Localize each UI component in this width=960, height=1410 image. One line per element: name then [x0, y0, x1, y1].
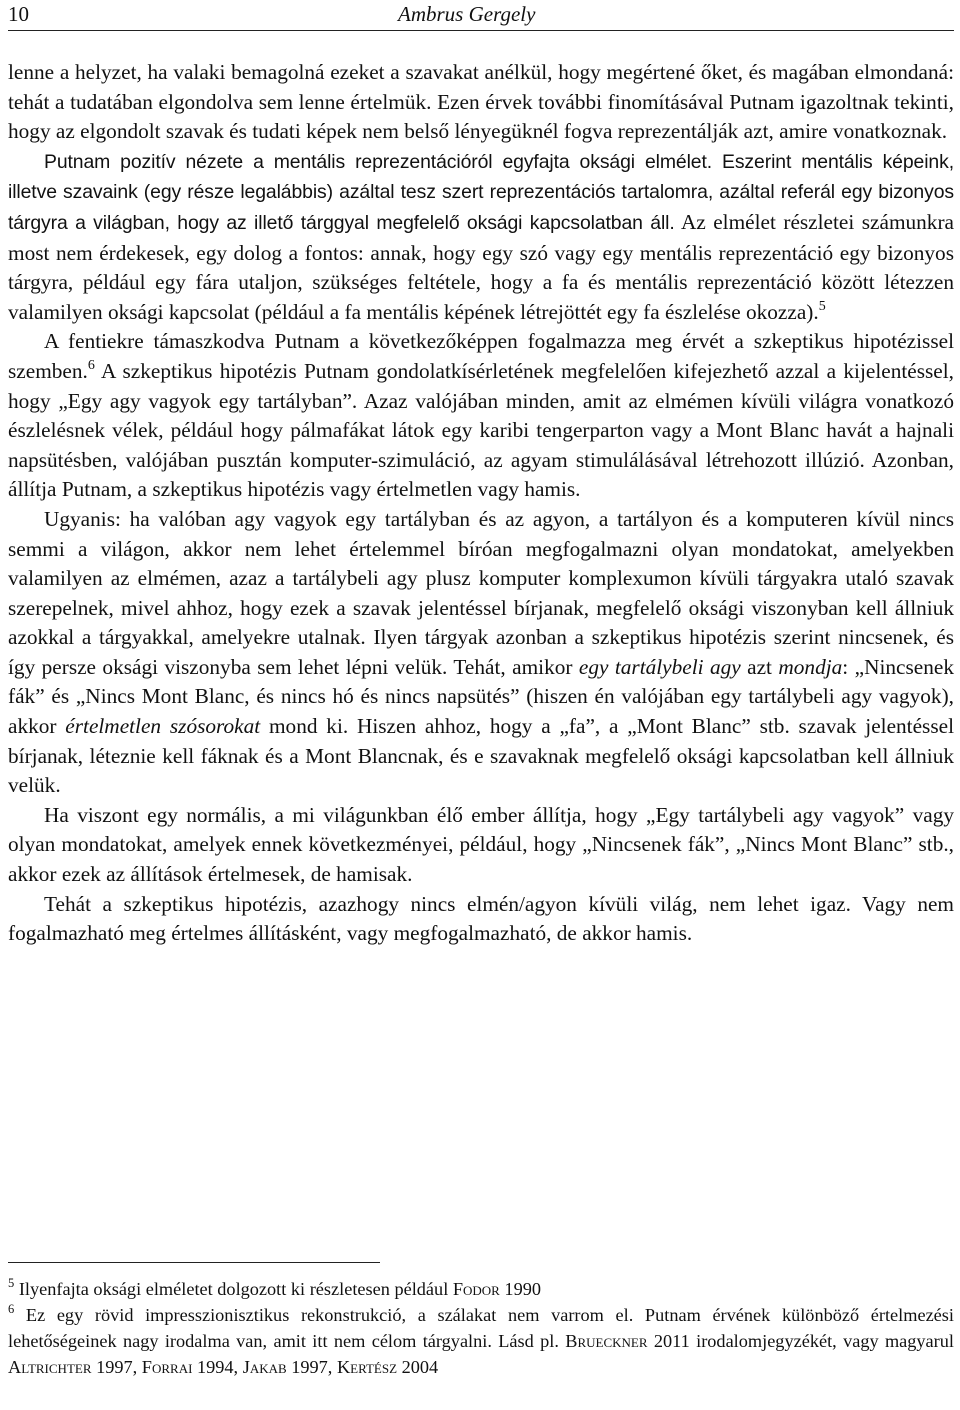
paragraph-3-text-a: A fentiekre támaszkodva Putnam a következőképpen fogalmazza meg érvét a szkeptikus hipotézissel szemben. [8, 329, 954, 383]
paragraph-2 [8, 147, 954, 328]
footnote-6-author-3: Forrai [141, 1357, 193, 1377]
paragraph-4-emphasis-3: értelmetlen szósorokat [65, 714, 261, 739]
footnote-6-number: 6 [8, 1302, 15, 1316]
paragraph-4-text-d: mond ki. Hiszen ahhoz, hogy a „fa”, a „Mont Blanc” stb. szavak jelentéssel bírjanak, léteznie kell fáknak és a Mont Blancnak, és e szavaknak megfelelő oksági kapcsolatban kell állniuk velük. [8, 714, 954, 798]
paragraph-2-text: Az elmélet részletei számunkra most nem érdekesek, egy dolog a fontos: annak, hogy egy szó vagy egy mentális reprezentáció egy bizonyos tárgyra, például egy fára utaljon, szükséges feltétele, hogy a fa és mentális reprezentáció között létezzen valamilyen oksági kapcsolat (például a fa mentális képének létrejöttét egy fa észlelése okozza). [8, 209, 954, 324]
footnote-5-author: Fodor [452, 1279, 500, 1299]
paragraph-4-emphasis-2: mondja [778, 654, 843, 679]
footnote-5-text: Ilyenfajta oksági elméletet dolgozott ki részletesen például [14, 1279, 453, 1299]
paragraph-2-sans-text: Putnam pozitív nézete a mentális reprezentációról egyfajta oksági elmélet. Eszerint mentális képeink, illetve szavaink (egy része legalábbis) azáltal tesz szert reprezentációs tartalomra, azáltal referál egy bizonyos tárgyra a világban, hogy az illető tárggyal megfelelő oksági kapcsolatban áll. [8, 150, 954, 234]
footnote-5-number: 5 [8, 1276, 15, 1290]
footnotes [8, 1276, 954, 1380]
footnote-6-text: Ez egy rövid impresszionisztikus rekonstrukció, a szálakat nem varrom el. Putnam érvének különböző értelmezési lehetőségeinek nagy irodalma van, amit itt nem célom tárgyalni. Lásd pl. [8, 1305, 954, 1351]
footnote-6-author-5: Kertész [336, 1357, 398, 1377]
footnote-ref-6[interactable]: 6 [87, 357, 95, 373]
footnote-6-text-4: 1997, [286, 1357, 337, 1377]
footnote-6-author-4: Jakab [242, 1357, 287, 1377]
paragraph-3 [8, 327, 954, 505]
page [8, 0, 954, 946]
footnote-6-text-1: 2011 irodalomjegyzékét, vagy magyarul [647, 1331, 954, 1351]
paragraph-5-text: Ha viszont egy normális, a mi világunkban élő ember állítja, hogy „Egy tartálybeli agy vagyok” vagy olyan mondatokat, amelyek ennek következményei, például, hogy „Nincsenek fák”, „Nincs Mont Blanc” stb., akkor ezek az állítások értelmesek, de hamisak. [8, 802, 954, 887]
paragraph-1-text: lenne a helyzet, ha valaki bemagolná ezeket a szavakat anélkül, hogy megértené őket, és magában elmondaná: tehát a tudatában elgondolva sem lenne értelmük. Ezen érvek további finomításával Putnam igazoltnak tekinti, hogy az elgondolt szavak és tudati képek nem belső lényegüknél fogva reprezentálják azt, amire vonatkoznak. [8, 60, 954, 144]
footnote-6-text-5: 2004 [397, 1357, 439, 1377]
body-text [8, 58, 954, 949]
paragraph-5 [8, 801, 954, 890]
paragraph-3-text-b: A szkeptikus hipotézis Putnam gondolatkísérletének megfelelően kifejezhető azzal a kijelentéssel, hogy „Egy agy vagyok egy tartályban”. Azaz valójában minden, amit az elmémen kívüli világra vonatkozó észlelésnek vélek, például hogy pálmafákat látok egy karibi tengerparton vagy a Mont Blanc havát a hajnali napsütésben, valójában pusztán komputer-szimuláció, az agyam stimulálásával létrehozott illúzió. Azonban, állítja Putnam, a szkeptikus hipotézis vagy értelmetlen vagy hamis. [8, 358, 954, 502]
footnote-6-author-2: Altrichter [8, 1357, 92, 1377]
footnote-separator [8, 1262, 380, 1263]
footnote-5 [8, 1276, 954, 1302]
paragraph-4-emphasis-1: egy tartálybeli agy [578, 654, 741, 679]
footnote-6-text-3: 1994, [192, 1357, 243, 1377]
paragraph-4 [8, 505, 954, 801]
page-number: 10 [8, 2, 29, 26]
footnote-6 [8, 1302, 954, 1380]
paragraph-1 [8, 58, 954, 147]
footnote-6-text-2: 1997, [91, 1357, 142, 1377]
footnote-6-author-1: Brueckner [565, 1331, 648, 1351]
footnote-ref-5[interactable]: 5 [818, 298, 826, 314]
paragraph-4-text-a: Ugyanis: ha valóban agy vagyok egy tartályban és az agyon, a tartályon és a komputeren kívül nincs semmi a világon, akkor nem lehet értelemmel bíróan megfogalmazni olyan mondatokat, amelyekben valamilyen az elmémen, azaz a tartálybeli agy plusz komputer komplexumon kívüli tárgyakra utaló szavak szerepelnek, mivel ahhoz, hogy ezek a szavak jelentéssel bírjanak, megfelelő oksági viszonyban kell állniuk azokkal a tárgyakkal, amelyekre utalnak. Ilyen tárgyak azonban a szkeptikus hipotézis szerint nincsenek, és így persze oksági viszonyba sem lehet lépni velük. Tehát, amikor [8, 506, 954, 679]
paragraph-6-text: Tehát a szkeptikus hipotézis, azazhogy nincs elmén/agyon kívüli világ, nem lehet igaz. Vagy nem fogalmazható meg értelmes állításként, vagy megfogalmazható, de akkor hamis. [8, 891, 954, 946]
page-header [8, 0, 954, 31]
paragraph-4-text-c: : „Nincsenek fák” és „Nincs Mont Blanc, és nincs hó és nincs napsütés” (hiszen én valójában egy tartálybeli agy vagyok), akkor [8, 654, 954, 739]
running-head-author: Ambrus Gergely [398, 2, 536, 26]
paragraph-4-text-b: azt [740, 654, 779, 679]
paragraph-6 [8, 890, 954, 949]
footnote-5-year: 1990 [499, 1279, 541, 1299]
